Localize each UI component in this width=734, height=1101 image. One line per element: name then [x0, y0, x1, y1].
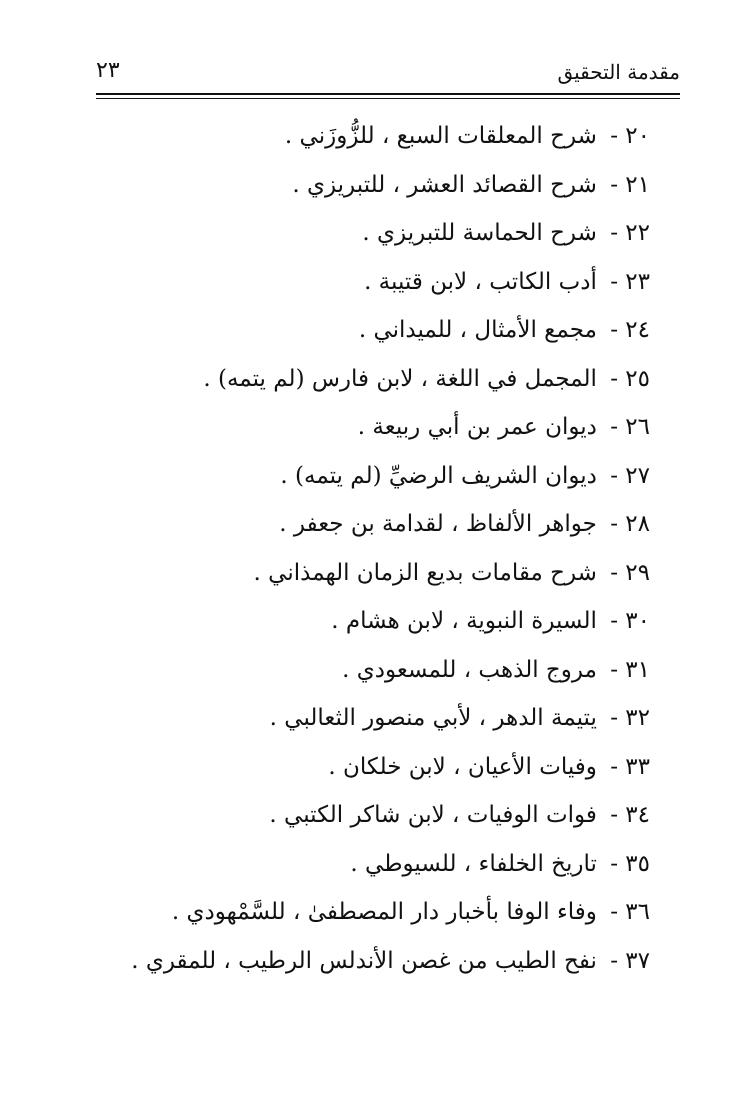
list-item: ٢٧- ديوان الشريف الرضيِّ (لم يتمه) .: [70, 452, 650, 501]
entry-number: ٣٤: [625, 802, 650, 828]
entry-text: تاريخ الخلفاء ، للسيوطي .: [350, 850, 597, 877]
entry-number: ٢٢: [625, 220, 650, 246]
list-item: ٣٣- وفيات الأعيان ، لابن خلكان .: [70, 743, 650, 792]
entry-number: ٢٧: [625, 462, 650, 489]
entry-number: ٣٣: [625, 753, 650, 780]
entry-text: مجمع الأمثال ، للميداني .: [358, 317, 597, 343]
entry-number: ٢٦: [625, 414, 650, 440]
entry-text: شرح المعلقات السبع ، للزُّوزَني .: [284, 123, 597, 149]
list-item: ٣١- مروج الذهب ، للمسعودي .: [70, 646, 650, 695]
list-item: ٢٥- المجمل في اللغة ، لابن فارس (لم يتمه) .: [70, 355, 650, 404]
header-rule-thick: [96, 93, 680, 95]
list-item: ٣٢- يتيمة الدهر ، لأبي منصور الثعالبي .: [70, 694, 650, 743]
entry-text: فوات الوفيات ، لابن شاكر الكتبي .: [269, 802, 597, 828]
list-item: ٣٥- تاريخ الخلفاء ، للسيوطي .: [70, 840, 650, 889]
header-rule-thin: [96, 98, 680, 99]
list-item: ٢٢- شرح الحماسة للتبريزي .: [70, 209, 650, 258]
entry-number: ٢٣: [625, 268, 650, 295]
entry-text: شرح القصائد العشر ، للتبريزي .: [292, 171, 597, 198]
book-list: [70, 112, 650, 985]
entry-text: أدب الكاتب ، لابن قتيبة .: [364, 268, 597, 295]
entry-number: ٢٠: [625, 123, 650, 149]
entry-text: جواهر الألفاظ ، لقدامة بن جعفر .: [279, 511, 597, 537]
list-item: ٣٧- نفح الطيب من غصن الأندلس الرطيب ، للمقري .: [70, 937, 650, 986]
entry-text: السيرة النبوية ، لابن هشام .: [331, 608, 597, 634]
entry-number: ٢٥: [625, 365, 650, 392]
list-item: ٢٤- مجمع الأمثال ، للميداني .: [70, 306, 650, 355]
entry-text: وفيات الأعيان ، لابن خلكان .: [328, 753, 597, 780]
entry-number: ٣٢: [625, 705, 650, 731]
list-item: ٢٣- أدب الكاتب ، لابن قتيبة .: [70, 258, 650, 307]
entry-text: شرح الحماسة للتبريزي .: [362, 220, 597, 246]
list-item: ٢٩- شرح مقامات بديع الزمان الهمذاني .: [70, 549, 650, 598]
page-number: ٢٣: [96, 58, 120, 83]
entry-text: المجمل في اللغة ، لابن فارس (لم يتمه) .: [203, 365, 597, 392]
running-title: مقدمة التحقيق: [557, 60, 680, 84]
entry-number: ٣٦: [625, 899, 650, 925]
list-item: ٢١- شرح القصائد العشر ، للتبريزي .: [70, 161, 650, 210]
list-item: ٢٨- جواهر الألفاظ ، لقدامة بن جعفر .: [70, 500, 650, 549]
entry-text: وفاء الوفا بأخبار دار المصطفىٰ ، للسَّمْهودي .: [171, 899, 597, 925]
entry-text: شرح مقامات بديع الزمان الهمذاني .: [253, 559, 597, 586]
list-item: ٢٦- ديوان عمر بن أبي ربيعة .: [70, 403, 650, 452]
entry-text: نفح الطيب من غصن الأندلس الرطيب ، للمقري .: [131, 947, 597, 974]
list-item: ٢٠- شرح المعلقات السبع ، للزُّوزَني .: [70, 112, 650, 161]
entry-number: ٣٠: [625, 608, 650, 634]
list-item: ٣٦- وفاء الوفا بأخبار دار المصطفىٰ ، للسَّمْهودي .: [70, 888, 650, 937]
entry-text: ديوان الشريف الرضيِّ (لم يتمه) .: [280, 462, 597, 489]
list-item: ٣٤- فوات الوفيات ، لابن شاكر الكتبي .: [70, 791, 650, 840]
entry-text: ديوان عمر بن أبي ربيعة .: [357, 414, 597, 440]
entry-number: ٢١: [625, 171, 650, 198]
entry-number: ٣٧: [625, 947, 650, 974]
entry-text: يتيمة الدهر ، لأبي منصور الثعالبي .: [269, 705, 597, 731]
list-item: ٣٠- السيرة النبوية ، لابن هشام .: [70, 597, 650, 646]
entry-number: ٣٥: [625, 850, 650, 877]
entry-number: ٢٤: [625, 317, 650, 343]
entry-number: ٢٩: [625, 559, 650, 586]
entry-number: ٣١: [625, 656, 650, 683]
entry-number: ٢٨: [625, 511, 650, 537]
running-header: [96, 58, 680, 92]
entry-text: مروج الذهب ، للمسعودي .: [342, 656, 597, 683]
